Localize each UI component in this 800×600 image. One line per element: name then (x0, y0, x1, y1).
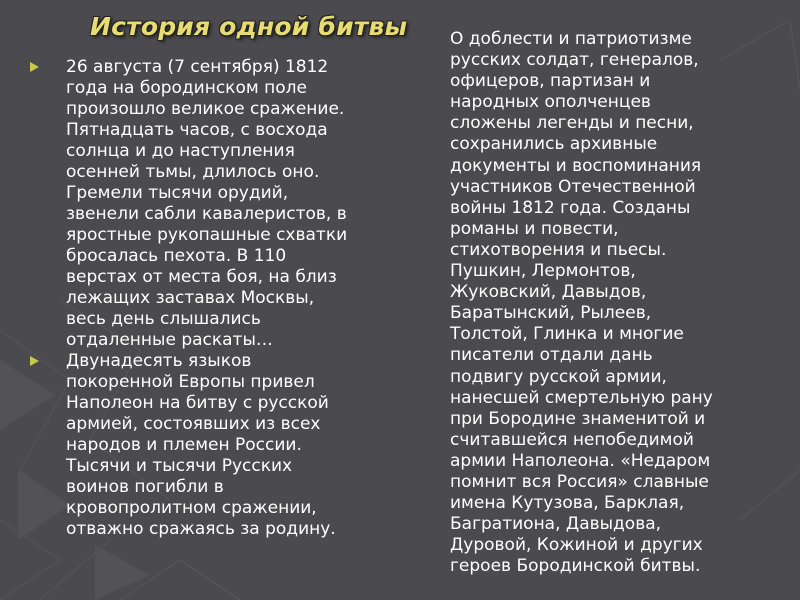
bullet-text: Двунадесять языков покоренной Европы привел Наполеон на битву с русской армией, состоявших из всех народов и племен России. Тысячи и тысячи Русских воинов погибли в кровопролитном сражении, отважно сражаясь за родину. (66, 351, 336, 539)
slide-title: История одной битвы (90, 12, 408, 41)
right-column-text: О доблести и патриотизме русских солдат, генералов, офицеров, партизан и народных ополченцев сложены легенды и песни, сохранились архивные документы и воспоминания участников Отечественной войны 1812 года. Созданы романы и повести, стихотворения и пьесы. Пушкин, Лермонтов, Жуковский, Давыдов, Баратынский, Рылеев, Толстой, Глинка и многие писатели отдали дань подвигу русской армии, нанесшей смертельную рану при Бородине знаменитой и считавшейся непобедимой армии Наполеона. «Недаром помнит вся Россия» славные имена Кутузова, Барклая, Багратиона, Давыдова, Дуровой, Кожиной и других героев Бородинской битвы. (450, 29, 713, 577)
left-column (26, 57, 398, 540)
bullet-text: 26 августа (7 сентября) 1812 года на бородинском поле произошло великое сражение. Пятнадцать часов, с восхода солнца и до наступления осенней тьмы, длилось оно. Гремели тысячи орудий, звенели сабли кавалеристов, в яростные рукопашные схватки бросалась пехота. В 110 верстах от места боя, на близ лежащих заставах Москвы, весь день слышались отдаленные раскаты… (66, 57, 348, 350)
bullet-arrow-icon (30, 62, 39, 72)
right-column (450, 29, 770, 577)
bullet-arrow-icon (30, 356, 39, 366)
bullet-item (26, 351, 398, 540)
bullet-item (26, 57, 398, 351)
